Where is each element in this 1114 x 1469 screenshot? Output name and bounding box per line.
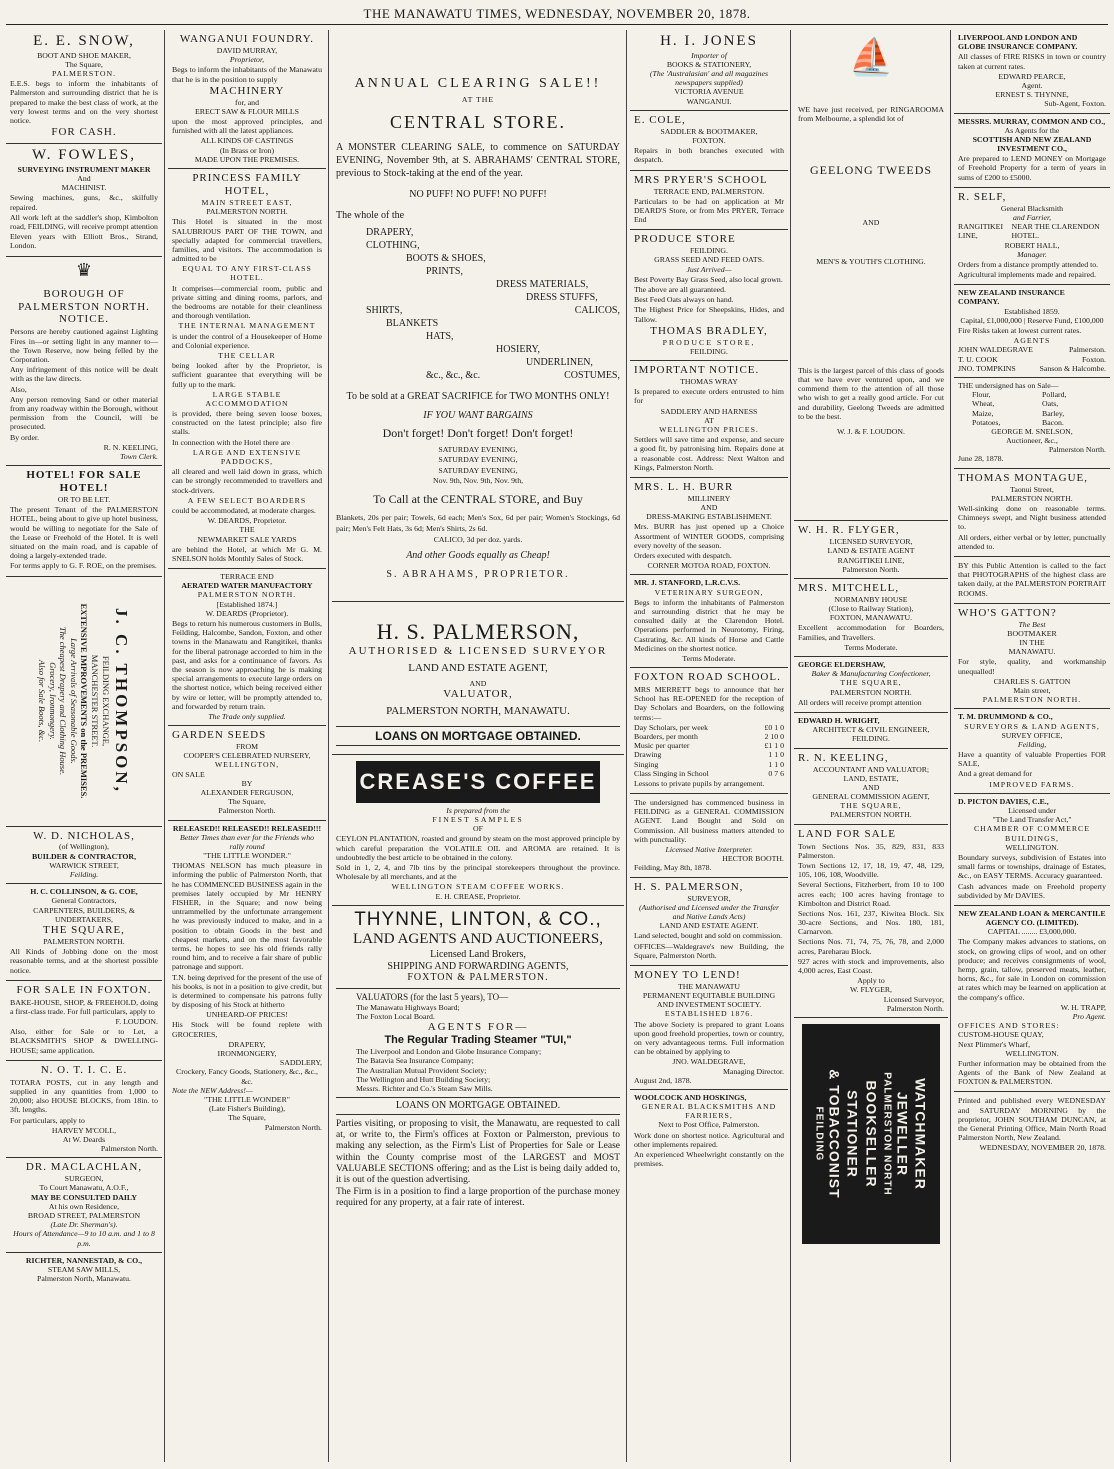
column-rule [328, 30, 329, 1462]
ad-murray-common: MESSRS. MURRAY, COMMON AND CO., As Agents for the SCOTTISH AND NEW ZEALAND INVESTMENT CO., Are prepared to LEND MONEY on Mortgage of Freehold Property for a term of years in sums of £200 to £5000. [954, 114, 1110, 188]
fee-row: Drawing 1 1 0 [634, 750, 784, 760]
ad-princess-hotel: PRINCESS FAMILY HOTEL, MAIN STREET EAST, PALMERSTON NORTH. This Hotel is situated in the most SALUBRIOUS PART OF THE TOWN, and specially adapted for commercial travellers, families, and visitors. The accommodation is admitted to be EQUAL TO ANY FIRST-CLASS HOTEL. It comprises—commercial room, public and private sitting and dining rooms, parlors, and the bedrooms are notable for their cleanliness and thorough ventilation. THE INTERNAL MANAGEMENT is under the control of a Housekeeper of Home and Colonial experience. THE CELLAR being looked after by the Proprietor, is sufficient guarantee that everything will be fully up to the mark. LARGE STABLE ACCOMMODATION is provided, there being seven loose boxes, constructed on the latest principle; also fire stalls. In connection with the Hotel there are LARGE AND EXTENSIVE PADDOCKS, all cleared and well laid down in grass, which can be strongly recommended to travellers and stock-drivers. A FEW SELECT BOARDERS could be accommodated, at moderate charges. W. DEARDS, Proprietor. THE NEWMARKET SALE YARDS are behind the Hotel, at which Mr G. M. SNELSON holds Monthly Sales of Stock. [168, 169, 326, 569]
ad-woolcock-hoskings: WOOLCOCK AND HOSKINGS, GENERAL BLACKSMITHS AND FARRIERS, Next to Post Office, Palmerston. Work done on shortest notice. Agricultural and other implements repaired. An experienced Wheelwright constantly on the premises. [634, 1092, 784, 1169]
ad-thynne-linton: THYNNE, LINTON, & CO., LAND AGENTS AND AUCTIONEERS, Licensed Land Brokers, SHIPPING AND FORWARDING AGENTS, FOXTON & PALMERSTON. VALUATORS (for the last 5 years), TO— The Manawatu Highways Board; The Foxton Local Board. AGENTS FOR— The Regular Trading Steamer "TUI," The Liverpool and London and Globe Insurance Company; The Batavia Sea Insurance Company; The Australian Mutual Provident Society; The Wellington and Hutt Building Society; Messrs. Richter and Co.'s Steam Saw Mills. LOANS ON MORTGAGE OBTAINED. Parties visiting, or proposing to visit, the Manawatu, are requested to call at, or write to, the Firm's offices at Foxton or Palmerston, previous to making any selection, as the Firm's List of Properties for Sale or Lease within the County comprise most of the LARGEST and MOST VALUABLE SECTIONS offering; and as the List is being daily added to, it is out of the question advertising. The Firm is in a position to find a large proportion of the purchase money required for any property, at a fair rate of interest. [336, 908, 620, 1209]
ad-title: T. M. DRUMMOND & CO., [958, 712, 1053, 722]
ad-title: LAND FOR SALE [798, 827, 896, 840]
ad-title: THE undersigned has on Sale— [958, 380, 1059, 390]
fee-row: Day Scholars, per week £0 1 0 [634, 722, 784, 732]
ad-title: E. E. SNOW, [33, 33, 135, 49]
ad-thompson-rotated: J. C. THOMPSON, FEILDING EXCHANGE, MANCHESTER STREET. EXTENSIVE IMPROVEMENTS on the PREMISES. Large Arrivals of Seasonable Goods. The cheapest Drapery and Clothing House. Grocery, Ironmongery. Also for Sale Boots, &c. [6, 577, 162, 827]
ad-stanford-vet: MR. J. STANFORD, L.R.C.V.S. VETERINARY SURGEON, Begs to inform the inhabitants of Palmerston and surrounding district that he may be consulted daily at the Clarendon Hotel. Operations performed in Neurotomy, Firing, Castrating, &c. All kinds of Horse and Cattle Medicines on the shortest notice. Terms Moderate. [630, 575, 788, 668]
column-5 [794, 30, 948, 1462]
ad-title: WHO'S GATTON? [958, 606, 1057, 619]
fee-row: Music per quarter £1 1 0 [634, 741, 784, 751]
agent-row: JOHN WALDEGRAVE Palmerston. [958, 345, 1106, 355]
column-6 [954, 30, 1110, 1462]
ad-mitchell-normanby: MRS. MITCHELL, NORMANBY HOUSE (Close to Railway Station), FOXTON, MANAWATU. Excellent accommodation for Boarders, Families, and Travellers. Terms Moderate. [794, 579, 948, 657]
ad-title: GARDEN SEEDS [172, 729, 267, 742]
ad-title: RELEASED!! RELEASED!! RELEASED!!! [172, 823, 322, 833]
ad-pryer-school: MRS PRYER'S SCHOOL TERRACE END, PALMERSTON. Particulars to be had on application at Mr DEARD'S Store, or from Mrs PRYER, Terrace End [630, 171, 788, 231]
ad-burr-millinery: MRS. L. H. BURR MILLINERY AND DRESS-MAKING ESTABLISHMENT. Mrs. BURR has just opened up a Choice Assortment of WINTER GOODS, comprising every novelty of the season. Orders executed with despatch. CORNER MOTOA ROAD, FOXTON. [630, 478, 788, 575]
ad-crease-coffee: CREASE'S COFFEE Is prepared from the FINEST SAMPLES OF CEYLON PLANTATION, roasted and ground by steam on the most approved principle by which careful preparation the VOLATILE OIL and AROMA are retained. It is undoubtedly the best article to be obtained in the colony. Sold in 1, 2, 4, and 7lb tins by the principal storekeepers throughout the province. Wholesale by all merchants, and at the WELLINGTON STEAM COFFEE WORKS. E. H. CREASE, Proprietor. [332, 755, 624, 906]
ad-gatton-bootmaker: WHO'S GATTON? The Best BOOTMAKER IN THE MANAWATU. For style, quality, and workmanship unequalled! CHARLES S. GATTON Main street, PALMERSTON NORTH. [954, 604, 1110, 710]
ad-title: MR. J. STANFORD, L.R.C.V.S. [634, 578, 741, 588]
ad-loudon-tweeds: ⛵ WE have just received, per RINGAROOMA from Melbourne, a splendid lot of GEELONG TWEEDS AND MEN'S & YOUTH'S CLOTHING. This is the largest parcel of this class of goods that we have ever ventured upon, and we commend them to the attention of all those who wish to get a really good article. For cut and durability, Geelong Tweeds are admitted to be the best. W. J. & F. LOUDON. [794, 30, 948, 521]
ad-hotel-for-sale: HOTEL! FOR SALE HOTEL! OR TO BE LET. The present Tenant of the PALMERSTON HOTEL, being about to give up hotel business, would be willing to negotiate for the Sale of the Lease or Freehold of the Hotel. It is well situated on the main road, and is capable of doing a largely-extended trade. For terms apply to G. F. ROE, on the premises. [6, 466, 162, 576]
ad-garden-seeds: GARDEN SEEDS FROM COOPER'S CELEBRATED NURSERY, WELLINGTON, ON SALE BY ALEXANDER FERGUSON, The Square, Palmerston North. [168, 726, 326, 820]
ad-title: AERATED WATER MANUFACTORY [181, 581, 313, 591]
ad-title: W. FOWLES, [31, 147, 137, 164]
column-rule [950, 30, 951, 1462]
ad-title: MRS PRYER'S SCHOOL [634, 173, 768, 186]
goods-list: DRAPERY, CLOTHING, BOOTS & SHOES, PRINTS, DRESS MATERIALS, DRESS STUFFS, SHIRTS, CALICOS, BLANKETS HATS, HOSIERY, UNDERLINEN, &c., &c., &c. COSTUMES, [366, 226, 620, 381]
ad-totara-notice: N. O. T. I. C. E. TOTARA POSTS, cut in any length and supplied in any quantities from 1,000 to 20,000; also HOUSE BLOCKS, from 18in. to 3ft. lengths. For particulars, apply to HARVEY M'COLL, At W. Deards Palmerston North. [6, 1061, 162, 1158]
printer-imprint: Printed and published every WEDNESDAY and SATURDAY MORNING by the proprietor, JOHN SOUTHAM DUNCAN, at the General Printing Office, Main North Road Palmerston North, New Zealand. WEDNESDAY, NOVEMBER 20, 1878. [958, 1096, 1106, 1153]
fee-row: Class Singing in School 0 7 6 [634, 768, 784, 778]
ad-title: LIVERPOOL AND LONDON AND GLOBE INSURANCE COMPANY. [958, 33, 1078, 52]
ad-title: D. PICTON DAVIES, C.E., [958, 796, 1049, 806]
column-rule [164, 30, 165, 1462]
ad-booth-commission: The undersigned has commenced business in FEILDING as a GENERAL COMMISSION AGENT. Land Bought and Sold on Commission. All business matters attended to with punctuality. Licensed Native Interpreter. HECTOR BOOTH. Feilding, May 8th, 1878. [630, 794, 788, 878]
fee-row: Singing 1 1 0 [634, 759, 784, 769]
ad-money-to-lend: MONEY TO LEND! THE MANAWATU PERMANENT EQUITABLE BUILDING AND INVESTMENT SOCIETY. ESTABLISHED 1876. The above Society is prepared to grant Loans upon good freehold properties, town or country, on very advantageous terms. Full information can be obtained by applying to JNO. WALDEGRAVE, Managing Director. August 2nd, 1878. [630, 966, 788, 1090]
ad-title: THOMAS MONTAGUE, [958, 471, 1089, 484]
ad-nz-insurance: NEW ZEALAND INSURANCE COMPANY. Established 1859. Capital, £1,000,000 | Reserve Fund, £100,000 Fire Risks taken at lowest current rates. AGENTS JOHN WALDEGRAVE Palmerston. T. U. COOK Foxton. JNO. TOMPKINS Sanson & Halcombe. [954, 285, 1110, 378]
fee-row: Boarders, per month 2 10 0 [634, 731, 784, 741]
ad-title: IMPORTANT NOTICE. [634, 364, 760, 377]
ad-cole-saddler: E. COLE, SADDLER & BOOTMAKER, FOXTON. Repairs in both branches executed with despatch. [630, 111, 788, 171]
ad-produce-store: PRODUCE STORE FEILDING. GRASS SEED AND FEED OATS. Just Arrived— Best Poverty Bay Grass Seed, also local grown. The above are all guaranteed. Best Feed Oats always on hand. The Highest Price for Sheepskins, Hides, and Tallow. THOMAS BRADLEY, PRODUCE STORE, FEILDING. [630, 230, 788, 361]
ad-title: ANNUAL CLEARING SALE!! [354, 76, 602, 91]
ad-title: E. COLE, [634, 113, 686, 126]
column-1 [6, 30, 162, 1462]
ad-title: W. D. NICHOLAS, [33, 829, 135, 842]
masthead: THE MANAWATU TIMES, WEDNESDAY, NOVEMBER 20, 1878. [363, 6, 751, 21]
ad-montague: THOMAS MONTAGUE, Taonui Street, PALMERSTON NORTH. Well-sinking done on reasonable terms. Chimneys swept, and Night business attended to. All orders, either verbal or by letter, punctually attended to. [954, 469, 1110, 557]
ad-title: WOOLCOCK AND HOSKINGS, [634, 1092, 747, 1102]
ad-title: N. O. T. I. C. E. [40, 1063, 128, 1076]
ad-richter: RICHTER, NANNESTAD, & CO., STEAM SAW MILLS, Palmerston North, Manawatu. [6, 1253, 162, 1288]
ad-eldershaw-baker: GEORGE ELDERSHAW, Baker & Manufacturing Confectioner, THE SQUARE, PALMERSTON NORTH. All orders will receive prompt attention [794, 657, 948, 713]
ad-title: PRODUCE STORE [634, 233, 736, 246]
ad-title: MRS. MITCHELL, [798, 581, 900, 594]
ad-nz-loan-mercantile: NEW ZEALAND LOAN & MERCANTILE AGENCY CO. (LIMITED). CAPITAL ........ £3,000,000. The Company makes advances to stations, on stock, on growing clips of wool, and on other produce; and receives consignments of wool, hemp, grain, tallow, preserved meats, leather, horns, &c., for sale in London on commission at rates which may be learned on application at the company's office. W. H. TRAPP, Pro Agent. OFFICES AND STORES: CUSTOM-HOUSE QUAY, Next Plimmer's Wharf, WELLINGTON. Further information may be obtained from the Agents of the Bank of New Zealand at FOXTON & PALMERSTON. [954, 906, 1110, 1093]
ad-title: FOR SALE IN FOXTON. [16, 983, 152, 996]
ad-snow: E. E. SNOW, BOOT AND SHOE MAKER, The Square, PALMERSTON. E.E.S. begs to inform the inhabitants of Palmerston and surrounding district that he is prepared to make the best class of work, at the very lowest terms and on the very shortest notice. FOR CASH. [6, 30, 162, 144]
ad-title: MESSRS. MURRAY, COMMON AND CO., [958, 116, 1106, 126]
ad-title: R. N. KEELING, [798, 751, 889, 764]
ad-for-sale-foxton: FOR SALE IN FOXTON. BAKE-HOUSE, SHOP, & FREEHOLD, doing a first-class trade. For full particulars, apply to F. LOUDON. Also, either for Sale or to Let, a BLACKSMITH'S SHOP & DWELLING-HOUSE; same application. [6, 981, 162, 1061]
column-2 [168, 30, 326, 1462]
ad-snelson-sale: THE undersigned has on Sale— Flour, Pollard, Wheat, Oats, Maize, Barley, Potatoes, Bacon. GEORGE M. SNELSON, Auctioneer, &c., Palmerston North. June 28, 1878. [954, 378, 1110, 469]
coffee-banner: CREASE'S COFFEE [356, 761, 600, 803]
ad-title: H. S. PALMERSON, [634, 880, 744, 893]
ad-title: H. C. COLLINSON, & G. COE, [30, 887, 138, 897]
ad-borough-notice: ♛ BOROUGH OF PALMERSTON NORTH. NOTICE. Persons are hereby cautioned against Lighting Fires in—or setting light in any manner to—the Town Reserve, now being felled by the Corporation. Any infringement of this notice will be dealt with as the law directs. Also, Any person removing Sand or other material from any roadway within the Borough, without permission from the Council, will be prosecuted. By order. R. N. KEELING, Town Clerk. [6, 257, 162, 467]
ad-foxton-road-school: FOXTON ROAD SCHOOL. MRS MERRETT begs to announce that her School has RE-OPENED for the reception of Day Scholars and Boarders, on the following terms:— Day Scholars, per week £0 1 0 Boarders, per month 2 10 0 Music per quarter £1 1 0 Drawing 1 1 0 Singing 1 1 0 Class Singing in School 0 7 6 Lessons to private pupils by arrangement. [630, 668, 788, 794]
column-rule [626, 30, 627, 1462]
column-4 [630, 30, 788, 1462]
watchmaker-jeweller-banner: WATCHMAKER JEWELLER PALMERSTON NORTH BOOKSELLER STATIONER & TOBACCONIST FEILDING [802, 1024, 940, 1244]
ad-land-for-sale: LAND FOR SALE Town Sections Nos. 35, 829, 831, 833 Palmerston. Town Sections 12, 17, 18, 19, 47, 48, 129, 105, 106, 108, Woodville. Several Sections, Fitzherbert, from 10 to 100 acres each; 100 acres having frontage to Kimbolton and District Road. Sections Nos. 161, 237, Kiwitea Block. Six 30-acre Sections, and Nos. 180, 181, Carnarvon. Sections Nos. 71, 74, 75, 76, 78, and 2,000 acres, Pareharau Block. 927 acres with stock and improvements, also 4,000 acres, East Coast. Apply to W. FLYGER, Licensed Surveyor, Palmerston North. [794, 825, 948, 1018]
ad-flyger-surveyor: W. H. R. FLYGER, LICENSED SURVEYOR, LAND & ESTATE AGENT RANGITIKEI LINE, Palmerston North. [794, 521, 948, 579]
ad-keeling-accountant: R. N. KEELING, ACCOUNTANT AND VALUATOR; LAND, ESTATE, AND GENERAL COMMISSION AGENT, THE SQUARE, PALMERSTON NORTH. [794, 749, 948, 825]
ad-palmerson-small: H. S. PALMERSON, SURVEYOR, (Authorised and Licensed under the Transfer and Native Lands Acts) LAND AND ESTATE AGENT. Land selected, bought and sold on commission. OFFICES—Waldegrave's new Building, the Square, Palmerston North. [630, 878, 788, 966]
ad-aerated-water: TERRACE END AERATED WATER MANUFACTORY PALMERSTON NORTH. [Established 1874.] W. DEARDS (Proprietor). Begs to return his numerous customers in Bulls, Feilding, Halcombe, Sandon, Foxton, and other towns in the Manawatu and Rangitikei, thanks for the liberal patronage accorded to him in the past, and asks for a continuance of favors. As the season is now approaching he is making special arrangements to execute large orders on the shortest notice, which being received either by wire or letter, will be promptly attended to, and forwarded by return train. The Trade only supplied. [168, 569, 326, 726]
ad-portrait-rooms: BY this Public Attention is called to the fact that PHOTOGRAPHS of the highest class are taken daily, at the PALMERSTON PORTRAIT ROOMS. [954, 557, 1110, 604]
ad-title: MONEY TO LEND! [634, 968, 741, 981]
ad-title: WANGANUI FOUNDRY. [179, 33, 315, 45]
ad-title: NEW ZEALAND LOAN & MERCANTILE AGENCY CO. (LIMITED). [958, 908, 1106, 928]
ad-title: MRS. L. H. BURR [634, 480, 734, 493]
ad-drummond: T. M. DRUMMOND & CO., SURVEYORS & LAND AGENTS, SURVEY OFFICE, Feilding, Have a quantity of valuable Properties FOR SALE, And a great demand for IMPROVED FARMS. [954, 709, 1110, 794]
ad-title: THYNNE, LINTON, & CO., [354, 908, 602, 930]
ad-maclachlan: DR. MACLACHLAN, SURGEON, To Court Manawatu, A.O.F., MAY BE CONSULTED DAILY At his own Residence, BROAD STREET, PALMERSTON (Late Dr. Sherman's). Hours of Attendance—9 to 10 a.m. and 1 to 8 p.m. [6, 1158, 162, 1252]
ad-self-blacksmith: R. SELF, General Blacksmith and Farrier, RANGITIKEI LINE, NEAR THE CLARENDON HOTEL. ROBERT HALL, Manager. Orders from a distance promptly attended to. Agricultural implements made and repaired. [954, 188, 1110, 285]
ad-wright-architect: EDWARD H. WRIGHT, ARCHITECT & CIVIL ENGINEER, FEILDING. [794, 713, 948, 749]
column-3 [332, 30, 624, 1462]
ad-liverpool-insurance: LIVERPOOL AND LONDON AND GLOBE INSURANCE COMPANY. All classes of FIRE RISKS in town or country taken at current rates. EDWARD PEARCE, Agent. ERNEST S. THYNNE, Sub-Agent, Foxton. [954, 30, 1110, 114]
ad-title: H. I. JONES [660, 33, 758, 49]
ad-palmerson-surveyor: H. S. PALMERSON, AUTHORISED & LICENSED SURVEYOR LAND AND ESTATE AGENT, AND VALUATOR, PALMERSTON NORTH, MANAWATU. LOANS ON MORTGAGE OBTAINED. [332, 602, 624, 755]
agent-row: JNO. TOMPKINS Sanson & Halcombe. [958, 363, 1106, 373]
ad-title: BOROUGH OF PALMERSTON NORTH. [18, 287, 150, 313]
masthead-rule [6, 24, 1108, 25]
ad-nicholas: W. D. NICHOLAS, (of Wellington), BUILDER & CONTRACTOR, WARWICK STREET, Feilding. [6, 827, 162, 885]
ad-title: GEORGE ELDERSHAW, [798, 660, 886, 670]
ad-title: FOXTON ROAD SCHOOL. [634, 671, 781, 684]
ad-title: DR. MACLACHLAN, [25, 1161, 143, 1174]
ship-icon: ⛵ [848, 37, 894, 77]
ad-title: R. SELF, [958, 190, 1007, 203]
ad-central-store: ANNUAL CLEARING SALE!! AT THE CENTRAL STORE. A MONSTER CLEARING SALE, to commence on SATURDAY EVENING, November 9th, at S. ABRAHAMS' CENTRAL STORE, previous to Stock-taking at the end of the year. NO PUFF! NO PUFF! NO PUFF! The whole of the DRAPERY, CLOTHING, BOOTS & SHOES, PRINTS, DRESS MATERIALS, DRESS STUFFS, SHIRTS, CALICOS, BLANKETS HATS, HOSIERY, UNDERLINEN, &c., &c., &c. COSTUMES, To be sold at a GREAT SACRIFICE for TWO MONTHS ONLY! IF YOU WANT BARGAINS Don't forget! Don't forget! Don't forget! SATURDAY EVENING, SATURDAY EVENING, SATURDAY EVENING, Nov. 9th, Nov. 9th, Nov. 9th, To Call at the CENTRAL STORE, and Buy Blankets, 20s per pair; Towels, 6d each; Men's Sox, 6d per pair; Women's Stockings, 6d pair; Men's Felt Hats, 3s 6d; Men's Shirts, 2s 6d. CALICO, 3d per doz. yards. And other Goods equally as Cheap! S. ABRAHAMS, PROPRIETOR. [332, 30, 624, 602]
agent-row: T. U. COOK Foxton. [958, 354, 1106, 364]
ad-wanganui-foundry: WANGANUI FOUNDRY. DAVID MURRAY, Proprietor, Begs to inform the inhabitants of the Manawatu that he is in the position to supply MACHINERY for, and ERECT SAW & FLOUR MILLS upon the most approved principles, and furnished with all the latest appliances. ALL KINDS OF CASTINGS (In Brass or Iron) MADE UPON THE PREMISES. [168, 30, 326, 169]
ad-title: W. H. R. FLYGER, [798, 524, 900, 537]
ad-title: H. S. PALMERSON, [376, 618, 580, 644]
ad-title: NEW ZEALAND INSURANCE COMPANY. [958, 288, 1065, 307]
ad-title: PRINCESS FAMILY HOTEL, [192, 172, 302, 197]
ad-wray-notice: IMPORTANT NOTICE. THOMAS WRAY Is prepared to execute orders entrusted to him for SADDLERY AND HARNESS AT WELLINGTON PRICES. Settlers will save time and expense, and secure a good fit, by patronising him. Repairs done at a reasonable cost. Address: Next Walton and Kings, Palmerston North. [630, 361, 788, 478]
ad-picton-davies: D. PICTON DAVIES, C.E., Licensed under "The Land Transfer Act," CHAMBER OF COMMERCE BUILDINGS, WELLINGTON. Boundary surveys, subdivision of Estates into small farms or townships, drainage of Estates, &c., on EASY TERMS. Accuracy guaranteed. Cash advances made on Freehold property subdivided by Mr DAVIES. [954, 794, 1110, 906]
ad-jones-books: H. I. JONES Importer of BOOKS & STATIONERY, (The 'Australasian' and all magazines newspapers supplied) VICTORIA AVENUE WANGANUI. [630, 30, 788, 111]
ad-collinson-coe: H. C. COLLINSON, & G. COE, General Contractors, CARPENTERS, BUILDERS, & UNDERTAKERS, THE SQUARE, PALMERSTON NORTH. All Kinds of Jobbing done on the most reasonable terms, and at the shortest possible notice. [6, 884, 162, 980]
column-rule [790, 30, 791, 1462]
coat-of-arms-icon: ♛ [75, 259, 93, 280]
ad-title: EDWARD H. WRIGHT, [798, 715, 880, 725]
ad-title: HOTEL! FOR SALE HOTEL! [26, 469, 142, 495]
ad-title: RICHTER, NANNESTAD, & CO., [25, 1255, 143, 1265]
ad-fowles: W. FOWLES, SURVEYING INSTRUMENT MAKER And MACHINIST. Sewing machines, guns, &c., skilfully repaired. All work left at the saddler's shop, Kimbolton road, FEILDING, will receive prompt attention Eleven years with Elliott Bros., Strand, London. [6, 144, 162, 256]
ad-little-wonder: RELEASED!! RELEASED!! RELEASED!!! Better Times than ever for the Friends who rally round "THE LITTLE WONDER." THOMAS NELSON has much pleasure in informing the public of Palmerston North, that he has COMMENCED BUSINESS again in the premises lately occupied by Mr HENRY FISHER, in the Square; and now being untrammelled by the unfortunate arrangement he was previously induced to make, and in a position to obtain Goods in the best and cheapest markets, and on the most favorable terms, he hopes to see his old friends rally round him, and to receive a fair share of public patronage and support. T.N. being deprived for the present of the use of his books, is not in a position to give credit, but is determined to compensate his patrons fully by disposing of his Stock at hitherto UNHEARD-OF PRICES! His Stock will be found replete with GROCERIES, DRAPERY, IRONMONGERY, SADDLERY, Crockery, Fancy Goods, Stationery, &c., &c., &c. Note the NEW Address!— "THE LITTLE WONDER" (Late Fisher's Building), The Square, Palmerston North. [172, 823, 322, 1132]
